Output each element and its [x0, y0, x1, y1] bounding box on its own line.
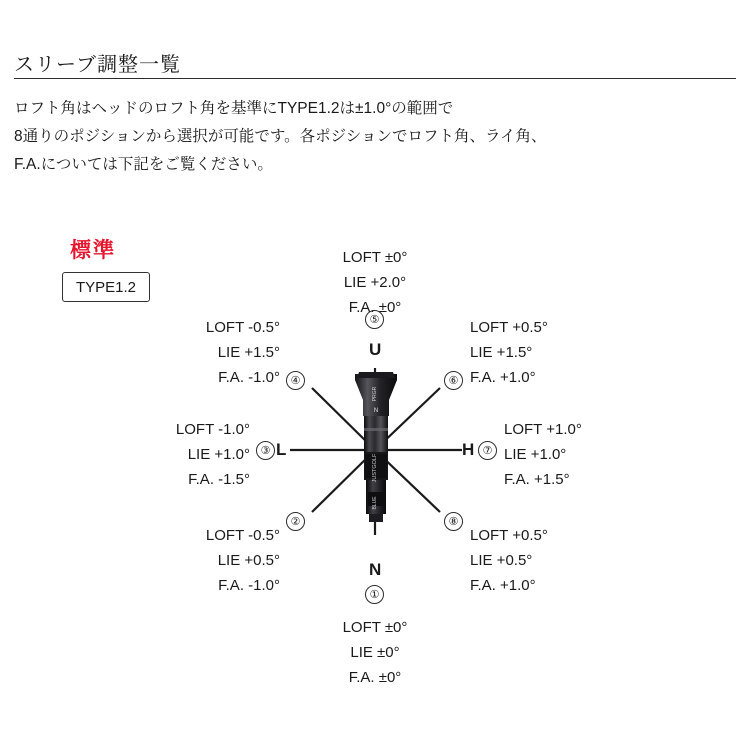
position-marker-6[interactable]: ⑥ — [444, 371, 463, 390]
standard-label: 標準 — [70, 239, 116, 262]
intro-text — [14, 95, 714, 179]
position-3-fa: F.A. -1.5° — [188, 471, 250, 488]
position-6-fa: F.A. +1.0° — [470, 369, 536, 386]
position-label-2 — [120, 523, 280, 598]
position-1-lie: LIE ±0° — [350, 644, 400, 661]
position-4-loft: LOFT -0.5° — [205, 319, 280, 336]
svg-text:BLUE: BLUE — [372, 496, 378, 510]
svg-text:JUSTGOLF: JUSTGOLF — [372, 453, 378, 483]
svg-text:N: N — [373, 408, 379, 414]
page-title: スリーブ調整一覧 — [14, 54, 181, 76]
position-marker-2[interactable]: ② — [286, 512, 305, 531]
position-3-lie: LIE +1.0° — [187, 446, 250, 463]
axis-letter-right: H — [462, 440, 475, 459]
position-label-6 — [470, 315, 650, 390]
intro-line-3: F.A.については下記をご覧ください。 — [14, 156, 273, 173]
position-label-3 — [90, 417, 250, 492]
position-marker-7[interactable]: ⑦ — [478, 441, 497, 460]
position-1-loft: LOFT ±0° — [342, 619, 408, 636]
position-7-loft: LOFT +1.0° — [504, 421, 582, 438]
position-7-lie: LIE +1.0° — [504, 446, 567, 463]
position-marker-8[interactable]: ⑧ — [444, 512, 463, 531]
axis-letter-down: N — [369, 560, 382, 579]
intro-line-2: 8通りのポジションから選択が可能です。各ポジションでロフト角、ライ角、 — [14, 128, 547, 145]
position-label-8 — [470, 523, 650, 598]
position-8-fa: F.A. +1.0° — [470, 577, 536, 594]
title-divider — [14, 78, 736, 79]
svg-text:PRGR: PRGR — [372, 386, 378, 402]
position-5-loft: LOFT ±0° — [342, 249, 408, 266]
position-label-5 — [300, 245, 450, 320]
position-2-loft: LOFT -0.5° — [205, 527, 280, 544]
position-marker-4[interactable]: ④ — [286, 371, 305, 390]
position-5-fa: F.A. ±0° — [348, 299, 402, 316]
intro-line-1: ロフト角はヘッドのロフト角を基準にTYPE1.2は±1.0°の範囲で — [14, 100, 454, 117]
position-label-4 — [120, 315, 280, 390]
sleeve-illustration — [345, 370, 407, 530]
position-3-loft: LOFT -1.0° — [175, 421, 250, 438]
sleeve-type-badge: TYPE1.2 — [62, 272, 150, 302]
position-8-lie: LIE +0.5° — [470, 552, 533, 569]
position-8-loft: LOFT +0.5° — [470, 527, 548, 544]
position-4-fa: F.A. -1.0° — [218, 369, 280, 386]
position-4-lie: LIE +1.5° — [217, 344, 280, 361]
position-marker-5[interactable]: ⑤ — [365, 310, 384, 329]
position-marker-1[interactable]: ① — [365, 585, 384, 604]
position-1-fa: F.A. ±0° — [348, 669, 402, 686]
position-6-loft: LOFT +0.5° — [470, 319, 548, 336]
position-label-7 — [504, 417, 684, 492]
position-7-fa: F.A. +1.5° — [504, 471, 570, 488]
position-5-lie: LIE +2.0° — [343, 274, 407, 291]
position-6-lie: LIE +1.5° — [470, 344, 533, 361]
position-marker-3[interactable]: ③ — [256, 441, 275, 460]
position-label-1 — [300, 615, 450, 690]
position-2-lie: LIE +0.5° — [217, 552, 280, 569]
axis-letter-up: U — [369, 340, 382, 359]
position-2-fa: F.A. -1.0° — [218, 577, 280, 594]
axis-letter-left: L — [276, 440, 287, 459]
